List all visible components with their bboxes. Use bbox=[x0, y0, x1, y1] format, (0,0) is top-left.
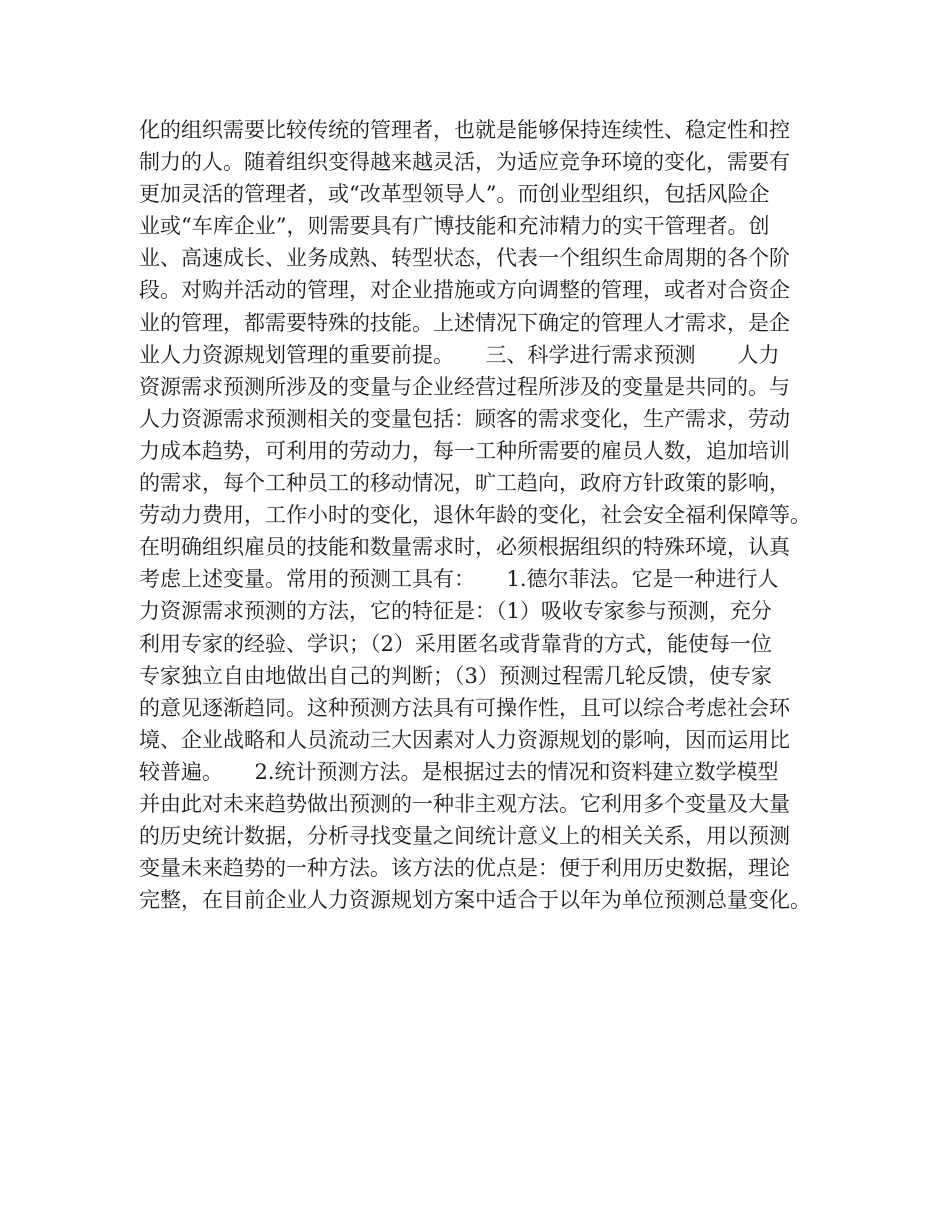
text-line: 业人力资源规划管理的重要前提。 三、科学进行需求预测 人力 bbox=[139, 342, 780, 367]
text-line: 资源需求预测所涉及的变量与企业经营过程所涉及的变量是共同的。与 bbox=[139, 374, 790, 399]
text-line: 人力资源需求预测相关的变量包括：顾客的需求变化，生产需求，劳动 bbox=[139, 406, 790, 431]
text-line: 在明确组织雇员的技能和数量需求时，必须根据组织的特殊环境，认真 bbox=[139, 535, 790, 560]
text-line: 的需求，每个工种员工的移动情况，旷工趋向，政府方针政策的影响， bbox=[139, 471, 790, 496]
body-text bbox=[139, 114, 839, 916]
text-line: 完整，在目前企业人力资源规划方案中适合于以年为单位预测总量变化。 bbox=[139, 888, 811, 913]
text-line: 力资源需求预测的方法，它的特征是：（1）吸收专家参与预测，充分 bbox=[139, 599, 772, 624]
text-line: 段。对购并活动的管理，对企业措施或方向调整的管理，或者对合资企 bbox=[139, 278, 790, 303]
text-line: 的历史统计数据，分析寻找变量之间统计意义上的相关关系，用以预测 bbox=[139, 824, 790, 849]
text-line: 化的组织需要比较传统的管理者，也就是能够保持连续性、稳定性和控 bbox=[139, 118, 790, 142]
text-line: 变量未来趋势的一种方法。该方法的优点是：便于利用历史数据，理论 bbox=[139, 856, 790, 881]
text-line: 力成本趋势，可利用的劳动力，每一工种所需要的雇员人数，追加培训 bbox=[139, 438, 790, 463]
text-line: 专家独立自由地做出自己的判断；（3）预测过程需几轮反馈，使专家 bbox=[139, 663, 772, 688]
text-line: 较普遍。 2.统计预测方法。是根据过去的情况和资料建立数学模型 bbox=[139, 759, 779, 784]
text-line: 制力的人。随着组织变得越来越灵活，为适应竞争环境的变化，需要有 bbox=[139, 150, 790, 175]
text-line: 业的管理，都需要特殊的技能。上述情况下确定的管理人才需求，是企 bbox=[139, 310, 790, 335]
text-line: 并由此对未来趋势做出预测的一种非主观方法。它利用多个变量及大量 bbox=[139, 791, 790, 816]
text-line: 的意见逐渐趋同。这种预测方法具有可操作性，且可以综合考虑社会环 bbox=[139, 695, 790, 720]
text-line: 劳动力费用，工作小时的变化，退休年龄的变化，社会安全福利保障等。 bbox=[139, 503, 811, 528]
text-line: 更加灵活的管理者，或“改革型领导人”。而创业型组织，包括风险企 bbox=[139, 182, 770, 207]
text-line: 利用专家的经验、学识；（2）采用匿名或背靠背的方式，能使每一位 bbox=[139, 631, 772, 656]
text-line: 境、企业战略和人员流动三大因素对人力资源规划的影响，因而运用比 bbox=[139, 727, 790, 752]
text-line: 业、高速成长、业务成熟、转型状态，代表一个组织生命周期的各个阶 bbox=[139, 246, 790, 271]
text-line: 业或“车库企业”，则需要具有广博技能和充沛精力的实干管理者。创 bbox=[139, 214, 770, 239]
text-line: 考虑上述变量。常用的预测工具有： 1.德尔菲法。它是一种进行人 bbox=[139, 567, 779, 592]
